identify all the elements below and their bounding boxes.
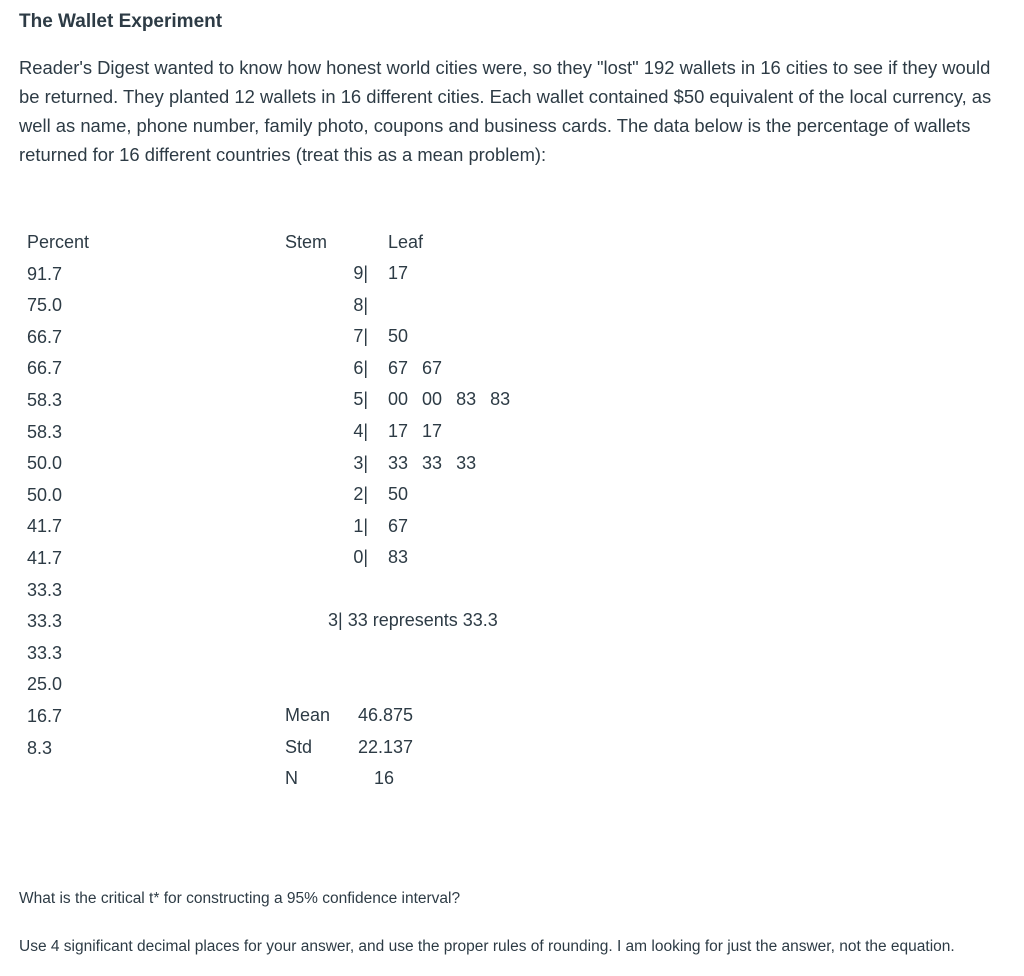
page-title: The Wallet Experiment: [19, 11, 223, 32]
stem-leaf-key: 3| 33 represents 33.3: [328, 610, 498, 630]
leaf-value: 17: [388, 263, 409, 283]
percent-column: [27, 229, 89, 766]
leaf-row: [388, 450, 524, 482]
intro-paragraph: Reader's Digest wanted to know how honest world cities were, so they "lost" 192 wallets in 16 cities to see if they would be returned. They planted 12 wallets in 16 different cities. Each wallet contained $50 equivalent of the local currency, as well as name, phone number, family photo, coupons and business cards. The data below is the percentage of wallets returned for 16 different countries (treat this as a mean problem):: [19, 57, 992, 165]
stem-value: 2|: [353, 484, 368, 505]
summary-stats: [285, 702, 485, 797]
leaf-row: [388, 260, 524, 292]
stem-value: 0|: [353, 547, 368, 568]
mean-row: [285, 702, 485, 734]
leaf-value: 33: [456, 452, 477, 473]
leaf-value: 67: [422, 357, 443, 378]
n-value: 16: [374, 768, 395, 789]
leaf-row: [388, 355, 524, 387]
leaf-row: [388, 513, 524, 545]
leaf-row: [388, 292, 524, 324]
leaf-value: 50: [388, 326, 409, 347]
mean-value: 46.875: [358, 705, 414, 725]
stem-header: Stem: [285, 232, 328, 252]
percent-value: 66.7: [27, 358, 63, 379]
percent-value: 33.3: [27, 642, 63, 663]
stem-value: 8|: [353, 294, 368, 315]
percent-values: [27, 261, 89, 767]
stem-value: 4|: [353, 420, 368, 441]
percent-value: 41.7: [27, 516, 63, 537]
leaf-value: 00: [388, 389, 409, 410]
percent-value: 75.0: [27, 295, 63, 316]
mean-label: Mean: [285, 705, 331, 725]
leaf-value: 83: [388, 547, 409, 568]
percent-value: 50.0: [27, 484, 63, 505]
leaf-header: Leaf: [388, 232, 424, 252]
leaf-row: [388, 386, 524, 418]
leaf-value: 17: [422, 420, 443, 441]
stem-column: [318, 260, 368, 576]
leaf-row: [388, 544, 524, 576]
leaf-column: [388, 260, 524, 576]
percent-value: 58.3: [27, 421, 63, 442]
stem-value: 7|: [353, 326, 368, 347]
leaf-row: [388, 323, 524, 355]
percent-header: Percent: [27, 232, 90, 252]
leaf-row: [388, 418, 524, 450]
leaf-value: 83: [490, 389, 511, 410]
percent-value: 91.7: [27, 263, 63, 284]
question-text: What is the critical t* for constructing a 95% confidence interval?: [19, 890, 461, 907]
percent-value: 41.7: [27, 547, 63, 568]
percent-value: 8.3: [27, 737, 53, 758]
leaf-value: 50: [388, 484, 409, 505]
percent-value: 25.0: [27, 674, 63, 695]
leaf-value: 33: [388, 452, 409, 473]
percent-value: 58.3: [27, 389, 63, 410]
leaf-value: 17: [388, 420, 409, 441]
leaf-value: 83: [456, 389, 477, 410]
instruction-text: Use 4 significant decimal places for your answer, and use the proper rules of rounding. I am looking for just the answer, not the equation.: [19, 938, 955, 955]
leaf-value: 67: [388, 357, 409, 378]
std-row: [285, 734, 485, 766]
leaf-value: 67: [388, 515, 409, 536]
leaf-row: [388, 481, 524, 513]
stem-value: 3|: [353, 452, 368, 473]
n-label: N: [285, 768, 298, 789]
stem-value: 5|: [353, 389, 368, 410]
leaf-value: 33: [422, 452, 443, 473]
std-label: Std: [285, 736, 313, 757]
leaf-value: 00: [422, 389, 443, 410]
percent-value: 33.3: [27, 579, 63, 600]
stem-value: 9|: [353, 263, 368, 283]
percent-value: 66.7: [27, 326, 63, 347]
percent-value: 16.7: [27, 705, 63, 726]
percent-value: 33.3: [27, 611, 63, 632]
stem-value: 1|: [353, 515, 368, 536]
stem-value: 6|: [353, 357, 368, 378]
percent-value: 50.0: [27, 453, 63, 474]
std-value: 22.137: [358, 736, 414, 757]
n-row: [285, 765, 485, 797]
